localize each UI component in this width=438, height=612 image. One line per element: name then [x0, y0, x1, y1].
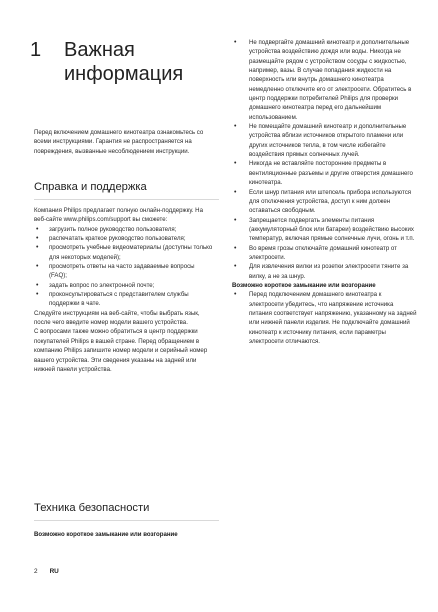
list-item: • Запрещается подвергать элементы питания (аккумуляторный блок или батареи) воздействию высоких температур, включая прямые солнечные лучи, огонь и т.п.: [232, 216, 417, 244]
support-heading: Справка и поддержка: [34, 181, 219, 200]
list-item: • Не помещайте домашний кинотеатр и дополнительные устройства вблизи источников открытого пламени или других источников тепла, в том числе избегайте воздействия прямых солнечных лучей.: [232, 122, 417, 159]
list-item: • проконсультироваться с представителем службы поддержки в чате.: [34, 290, 214, 309]
list-item: • Никогда не вставляйте посторонние предметы в вентиляционные разъемы и другие отверстия домашнего кинотеатра.: [232, 159, 417, 187]
support-contact: С вопросами также можно обратиться в центр поддержки покупателей Philips в вашей стране. Перед обращением в компанию Philips запишите номер модели и серийный номер вашего устройства. Эти сведения указаны на задней или нижней панели устройства.: [34, 328, 208, 373]
list-item: • просмотреть учебные видеоматериалы (доступны только для некоторых моделей);: [34, 243, 214, 262]
list-item: • Если шнур питания или штепсель прибора используются для отключения устройства, доступ к ним должен оставаться свободным.: [232, 188, 417, 216]
list-item: • распечатать краткое руководство пользователя;: [34, 234, 214, 243]
page-number: 2: [34, 568, 38, 575]
list-item: • задать вопрос по электронной почте;: [34, 281, 214, 290]
chapter-number: 1: [30, 39, 42, 61]
right-subheading: Возможно короткое замыкание или возгорание: [232, 281, 376, 289]
safety-list-2: [232, 290, 417, 346]
page-footer: [34, 568, 59, 575]
list-item: • просмотреть ответы на часто задаваемые вопросы (FAQ);: [34, 262, 214, 281]
safety-heading: Техника безопасности: [34, 502, 219, 521]
right-column: [232, 38, 417, 346]
list-item: • Для извлечения вилки из розетки электросети тяните за вилку, а не за шнур.: [232, 262, 417, 281]
support-lead: Компания Philips предлагает полную онлайн-поддержку. На веб-сайте www.philips.com/support вы сможете:: [34, 207, 203, 224]
safety-subheading: Возможно короткое замыкание или возгорание: [34, 531, 178, 538]
language-code: RU: [49, 568, 59, 575]
list-item: • Во время грозы отключайте домашний кинотеатр от электросети.: [232, 244, 417, 263]
support-after: Следуйте инструкциям на веб-сайте, чтобы выбрать язык, после чего введите номер модели вашего устройства.: [34, 309, 200, 327]
support-body: [34, 206, 214, 374]
list-item: • Не подвергайте домашний кинотеатр и дополнительные устройства воздействию дождя или воды. Никогда не размещайте рядом с устройством сосуды с жидкостью, например, вазы. В случае попадания жидкости на поверхность или внутрь домашнего кинотеатра немедленно отключите его от электросети. Обратитесь в центр поддержки потребителей Philips для проверки домашнего кинотеатра перед его дальнейшим использованием.: [232, 38, 417, 122]
list-item: • загрузить полное руководство пользователя;: [34, 225, 214, 234]
chapter-title: Важная информация: [64, 39, 184, 85]
safety-list: [232, 38, 417, 281]
list-item: • Перед подключением домашнего кинотеатра к электросети убедитесь, что напряжение источника питания соответствует напряжению, указанному на задней или нижней панели изделия. Не подключайте домашний кинотеатр к источнику питания, если параметры электросети отличаются.: [232, 290, 417, 346]
support-list: [34, 225, 214, 309]
intro-paragraph: Перед включением домашнего кинотеатра ознакомьтесь со всеми инструкциями. Гарантия не распространяется на повреждения, вызванные несоблюдением инструкции.: [34, 129, 204, 155]
